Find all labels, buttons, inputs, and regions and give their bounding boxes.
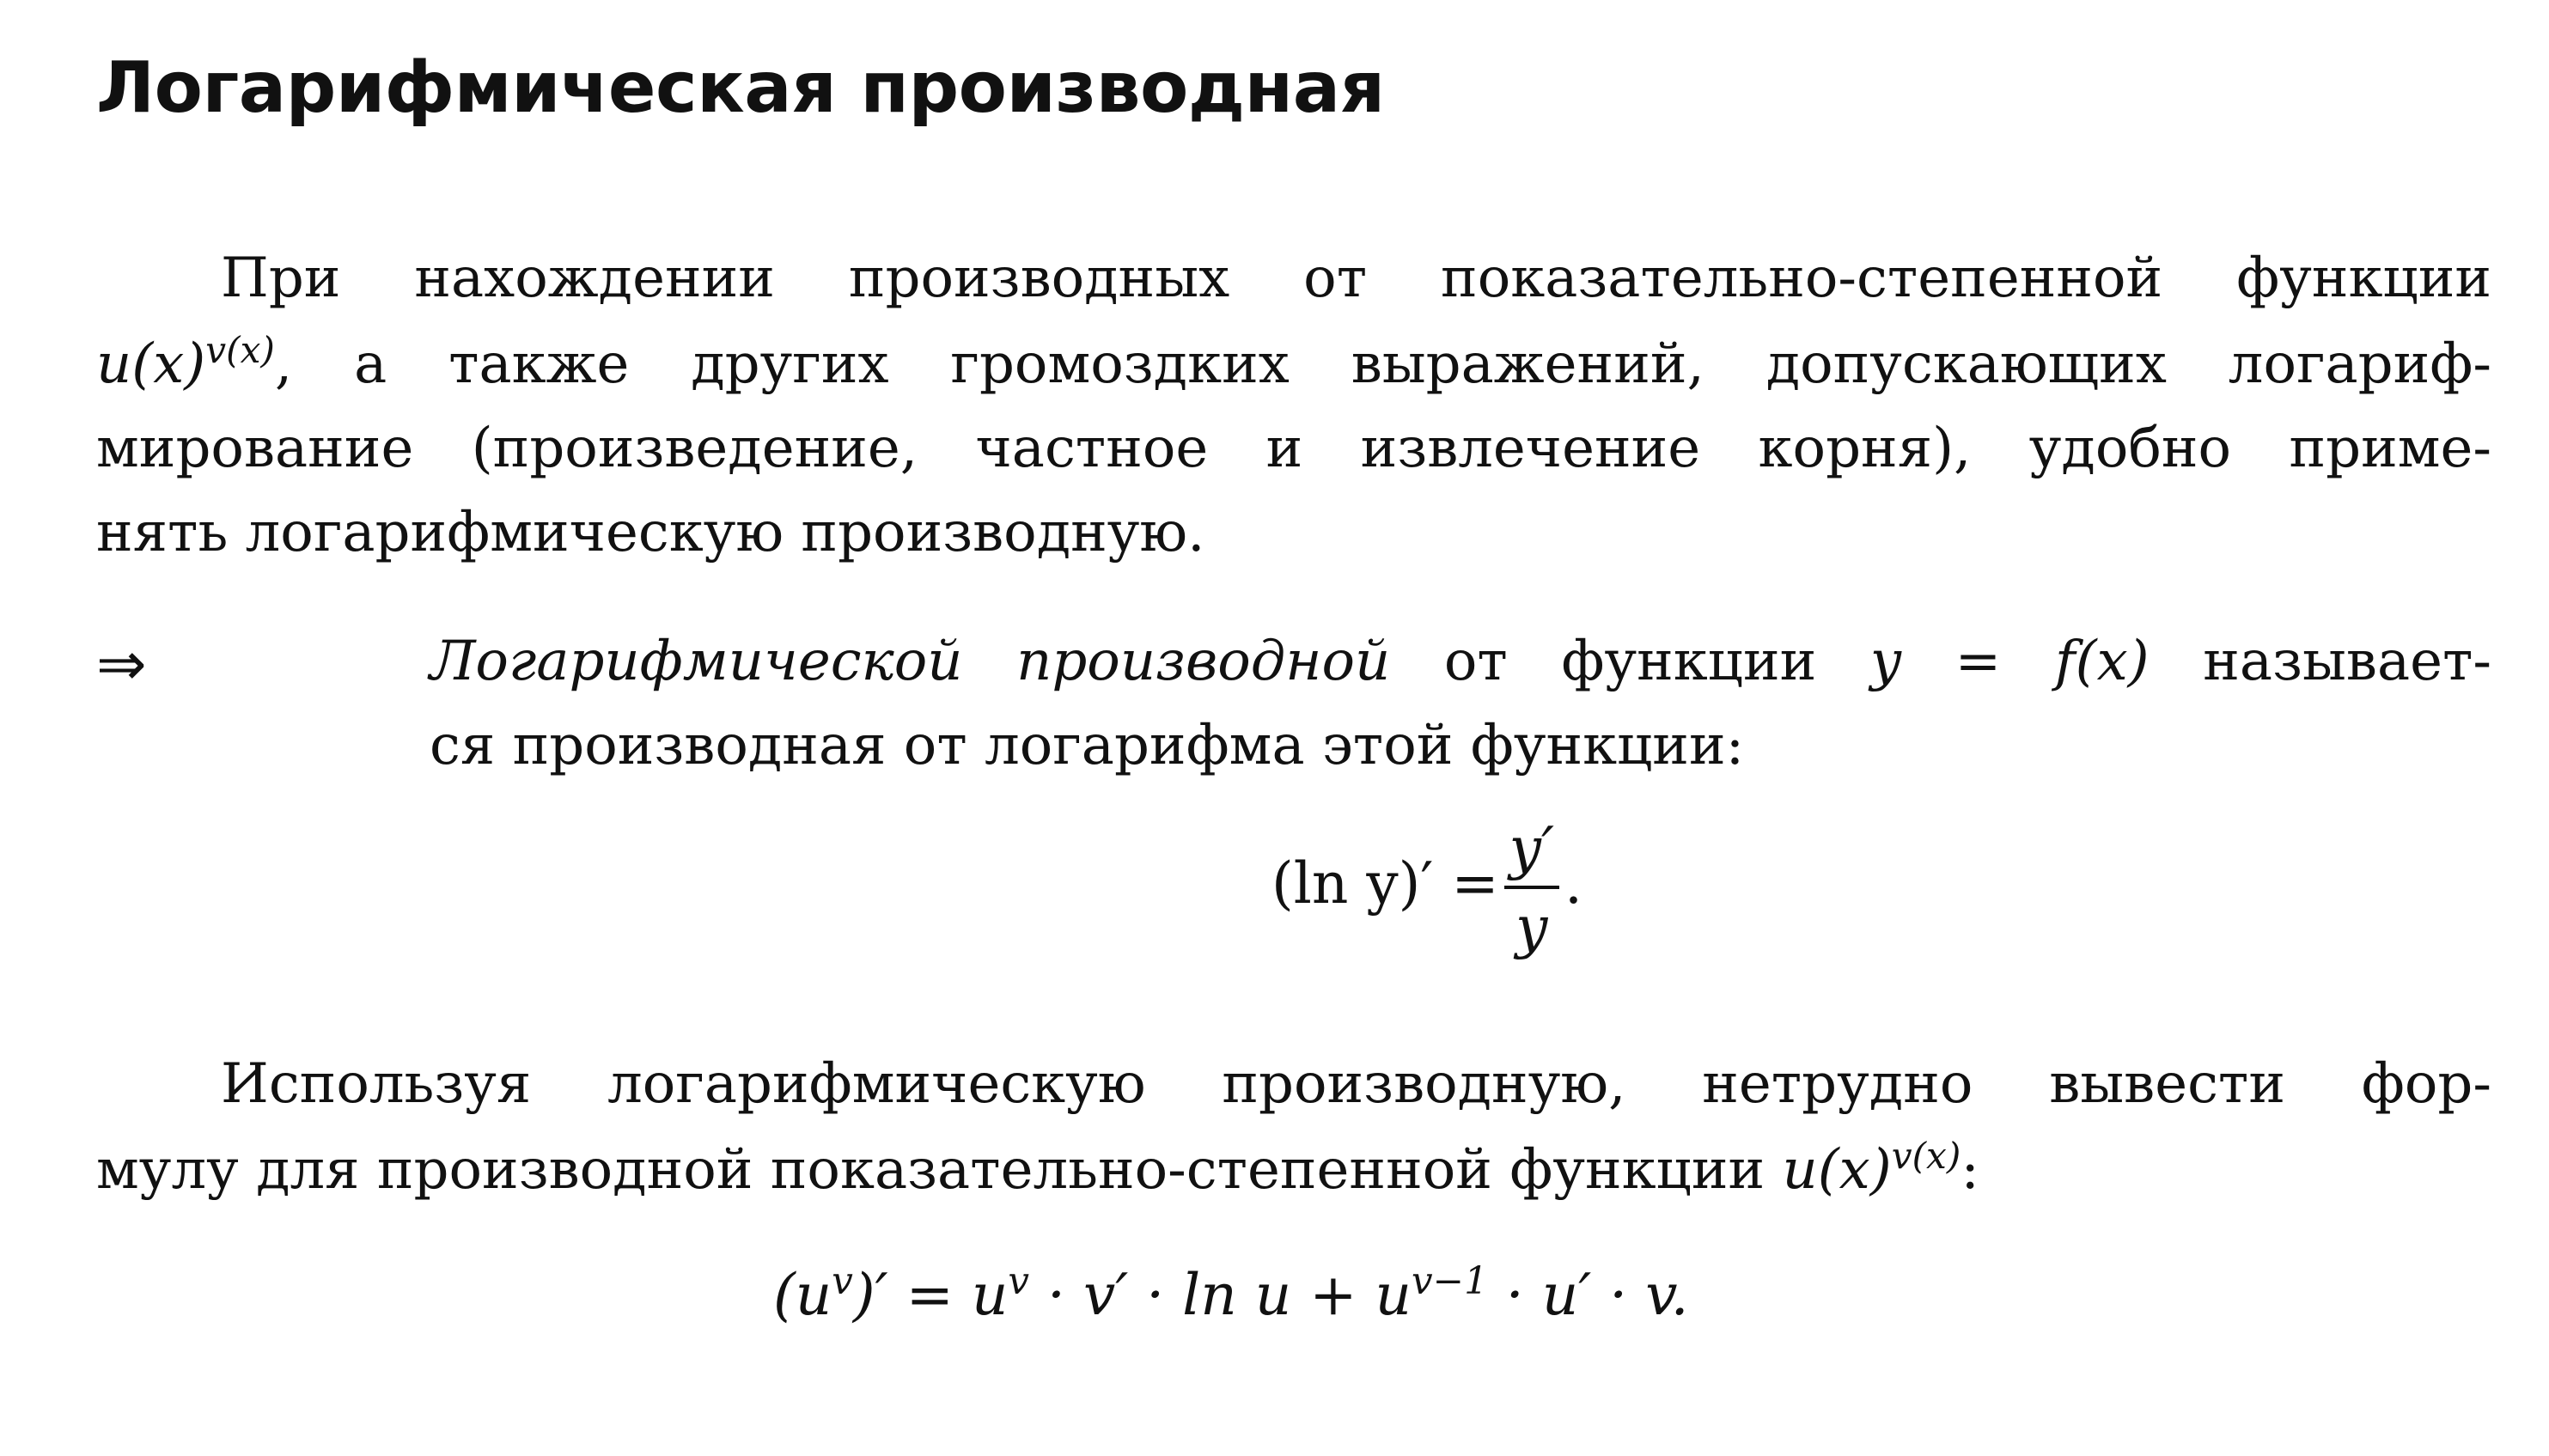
para1-line4: нять логарифмическую производную.: [96, 501, 1205, 564]
definition-line2: ся производная от логарифма этой функции:: [430, 714, 1745, 777]
formula1-fraction: [1504, 815, 1559, 960]
definition-text-mid: от функции: [1390, 630, 1870, 693]
formula2-part-c: · v′ · ln u + u: [1029, 1262, 1412, 1328]
definition-text-end: называет-: [2149, 630, 2492, 693]
section-title: Логарифмическая производная: [96, 47, 1385, 129]
power-function-exponent: v(x): [205, 328, 275, 371]
para1-line2: [96, 328, 2491, 396]
formula2-sup-a: v: [832, 1260, 853, 1304]
definition-term: Логарифмической производной: [430, 630, 1391, 693]
power-function-base: u(x): [96, 332, 206, 396]
log-derivative-formula: [1271, 815, 1582, 960]
formula2-part-a: (u: [773, 1262, 832, 1328]
formula2-part-d: · u′ · v.: [1487, 1262, 1689, 1328]
power-function-exponent-2: v(x): [1891, 1134, 1961, 1177]
definition-function: y = f(x): [1869, 630, 2150, 693]
definition-arrow-icon: ⇒: [96, 629, 147, 699]
para1-line2-text: , а также других громоздких выражений, допускающих логариф-: [274, 332, 2491, 396]
power-derivative-formula: [773, 1260, 1689, 1328]
para2-line2: [96, 1134, 1979, 1202]
para1-line1: При нахождении производных от показательно-степенной функции: [221, 247, 2491, 310]
formula2-part-b: )′ = u: [852, 1262, 1009, 1328]
para1-line3: мирование (произведение, частное и извлечение корня), удобно приме-: [96, 417, 2491, 480]
formula1-denominator: y: [1515, 894, 1548, 960]
para2-line2-end: :: [1961, 1138, 1979, 1202]
power-function-base-2: u(x): [1782, 1138, 1892, 1202]
definition-line1: [430, 630, 2492, 693]
formula1-numerator: y′: [1504, 820, 1559, 889]
formula2-sup-c: v−1: [1412, 1260, 1488, 1304]
para2-line1: Используя логарифмическую производную, нетрудно вывести фор-: [221, 1052, 2491, 1116]
formula1-end: .: [1564, 850, 1582, 917]
para2-line2-text: мулу для производной показательно-степенной функции: [96, 1138, 1783, 1202]
formula2-sup-b: v: [1008, 1260, 1029, 1304]
formula1-lhs: (ln y)′ =: [1271, 850, 1499, 917]
